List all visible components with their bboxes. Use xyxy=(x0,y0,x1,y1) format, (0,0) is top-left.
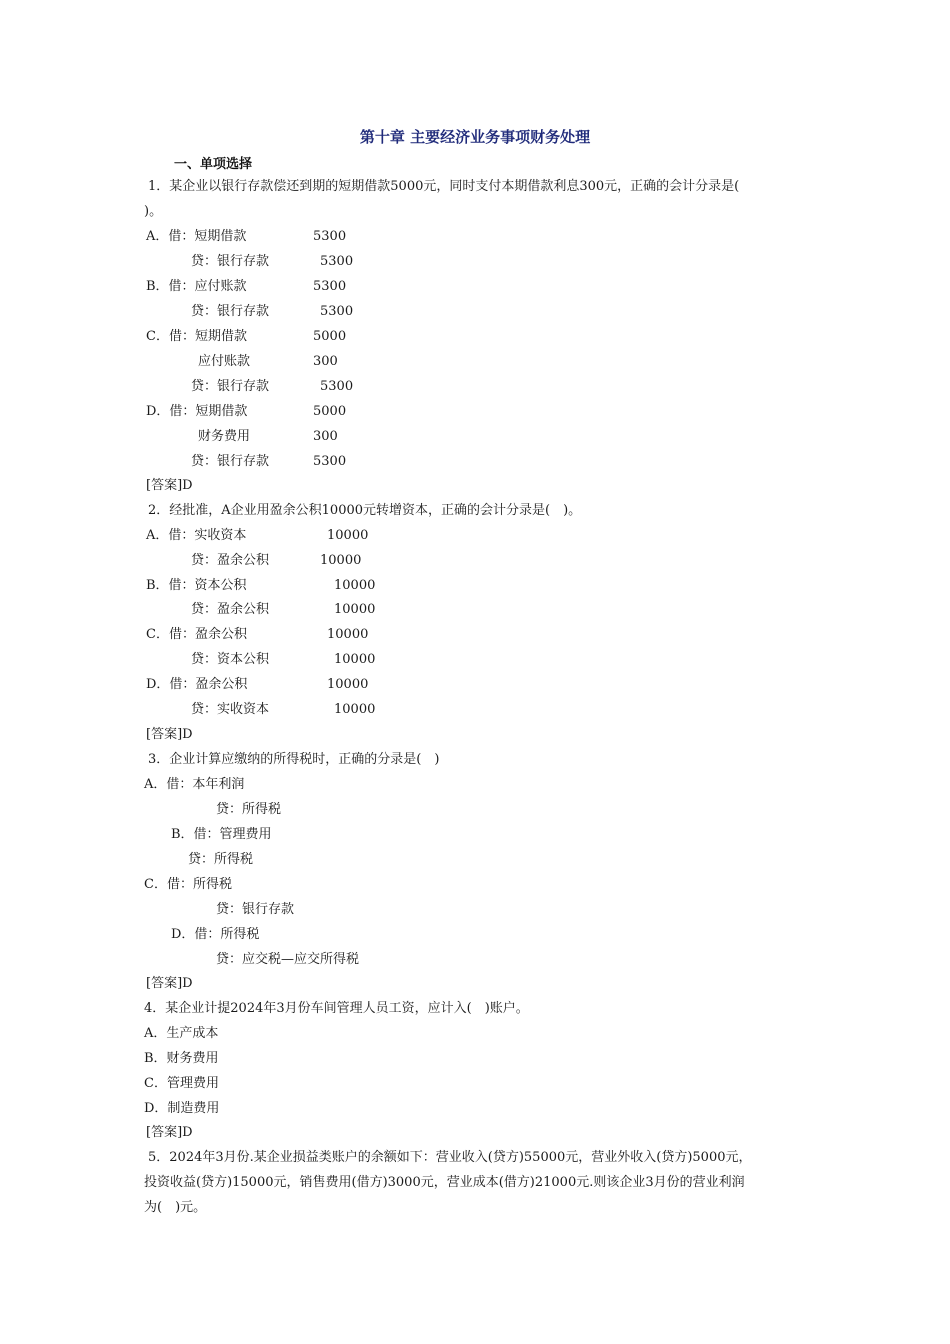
q2-stem: 2．经批准，A企业用盈余公积10000元转增资本，正确的会计分录是( )。 xyxy=(148,503,582,518)
q3-option-c-debit: C．借：所得税 xyxy=(144,877,232,892)
q1-option-b-credit-amount: 5300 xyxy=(320,304,354,319)
q2-option-b-credit-amount: 10000 xyxy=(334,602,376,617)
q4-option-b: B．财务费用 xyxy=(144,1051,219,1066)
q1-option-c-credit-amount: 5300 xyxy=(320,379,354,394)
q1-stem-line2: )。 xyxy=(144,204,163,219)
section-heading: 一、单项选择 xyxy=(174,157,253,172)
q2-option-a-debit-amount: 10000 xyxy=(327,528,369,543)
q1-option-d-debit2: 财务费用 xyxy=(198,429,251,444)
q3-option-d-debit: D．借：所得税 xyxy=(171,927,260,942)
q2-option-c-credit-amount: 10000 xyxy=(334,652,376,667)
q1-answer: [答案]D xyxy=(146,478,193,493)
q4-option-a: A．生产成本 xyxy=(144,1026,219,1041)
chapter-title: 第十章 主要经济业务事项财务处理 xyxy=(359,128,591,146)
q1-option-c-credit: 贷：银行存款 xyxy=(191,379,270,394)
q1-option-c-debit2: 应付账款 xyxy=(198,354,251,369)
q1-option-a-debit-amount: 5300 xyxy=(313,229,347,244)
q1-stem-line1: 1．某企业以银行存款偿还到期的短期借款5000元，同时支付本期借款利息300元，正确的会计分录是( xyxy=(148,179,740,194)
q2-option-b-credit: 贷：盈余公积 xyxy=(191,602,270,617)
q2-option-a-credit-amount: 10000 xyxy=(320,553,362,568)
q2-option-c-debit-amount: 10000 xyxy=(327,627,369,642)
q1-option-b-credit: 贷：银行存款 xyxy=(191,304,270,319)
q3-option-d-credit: 贷：应交税—应交所得税 xyxy=(216,952,360,967)
q1-option-d-debit: D．借：短期借款 xyxy=(146,404,248,419)
q2-option-d-debit: D．借：盈余公积 xyxy=(146,677,248,692)
q1-option-b-debit-amount: 5300 xyxy=(313,279,347,294)
q1-option-c-debit: C．借：短期借款 xyxy=(146,329,247,344)
q1-option-d-debit2-amount: 300 xyxy=(313,429,338,444)
q2-option-b-debit: B．借：资本公积 xyxy=(146,578,247,593)
q2-option-d-credit: 贷：实收资本 xyxy=(191,702,270,717)
q4-answer: [答案]D xyxy=(146,1125,193,1140)
q4-option-d: D．制造费用 xyxy=(144,1101,220,1116)
q2-option-d-credit-amount: 10000 xyxy=(334,702,376,717)
q1-option-c-debit2-amount: 300 xyxy=(313,354,338,369)
q5-stem-line2: 投资收益(贷方)15000元，销售费用(借方)3000元，营业成本(借方)21000元.则该企业3月份的营业利润 xyxy=(144,1175,745,1190)
q2-option-d-debit-amount: 10000 xyxy=(327,677,369,692)
q1-option-a-credit-amount: 5300 xyxy=(320,254,354,269)
q1-option-d-debit-amount: 5000 xyxy=(313,404,347,419)
q3-option-a-credit: 贷：所得税 xyxy=(216,802,282,817)
q3-option-a-debit: A．借：本年利润 xyxy=(144,777,245,792)
q4-option-c: C．管理费用 xyxy=(144,1076,219,1091)
q2-option-c-credit: 贷：资本公积 xyxy=(191,652,270,667)
q3-option-c-credit: 贷：银行存款 xyxy=(216,902,295,917)
q3-stem: 3．企业计算应缴纳的所得税时，正确的分录是( ) xyxy=(148,752,440,767)
q3-option-b-credit: 贷：所得税 xyxy=(188,852,254,867)
q1-option-d-credit: 贷：银行存款 xyxy=(191,454,270,469)
q1-option-a-credit: 贷：银行存款 xyxy=(191,254,270,269)
q2-option-a-credit: 贷：盈余公积 xyxy=(191,553,270,568)
q3-answer: [答案]D xyxy=(146,976,193,991)
q1-option-c-debit-amount: 5000 xyxy=(313,329,347,344)
q4-stem: 4．某企业计提2024年3月份车间管理人员工资，应计入( )账户。 xyxy=(144,1001,529,1016)
q3-option-b-debit: B．借：管理费用 xyxy=(171,827,272,842)
q1-option-a-debit: A．借：短期借款 xyxy=(146,229,247,244)
q5-stem-line1: 5．2024年3月份.某企业损益类账户的余额如下：营业收入(贷方)55000元，营业外收入(贷方)5000元， xyxy=(148,1150,752,1165)
q5-stem-line3: 为( )元。 xyxy=(144,1200,207,1215)
q1-option-d-credit-amount: 5300 xyxy=(313,454,347,469)
q1-option-b-debit: B．借：应付账款 xyxy=(146,279,247,294)
q2-option-c-debit: C．借：盈余公积 xyxy=(146,627,247,642)
q2-option-a-debit: A．借：实收资本 xyxy=(146,528,247,543)
q2-option-b-debit-amount: 10000 xyxy=(334,578,376,593)
q2-answer: [答案]D xyxy=(146,727,193,742)
